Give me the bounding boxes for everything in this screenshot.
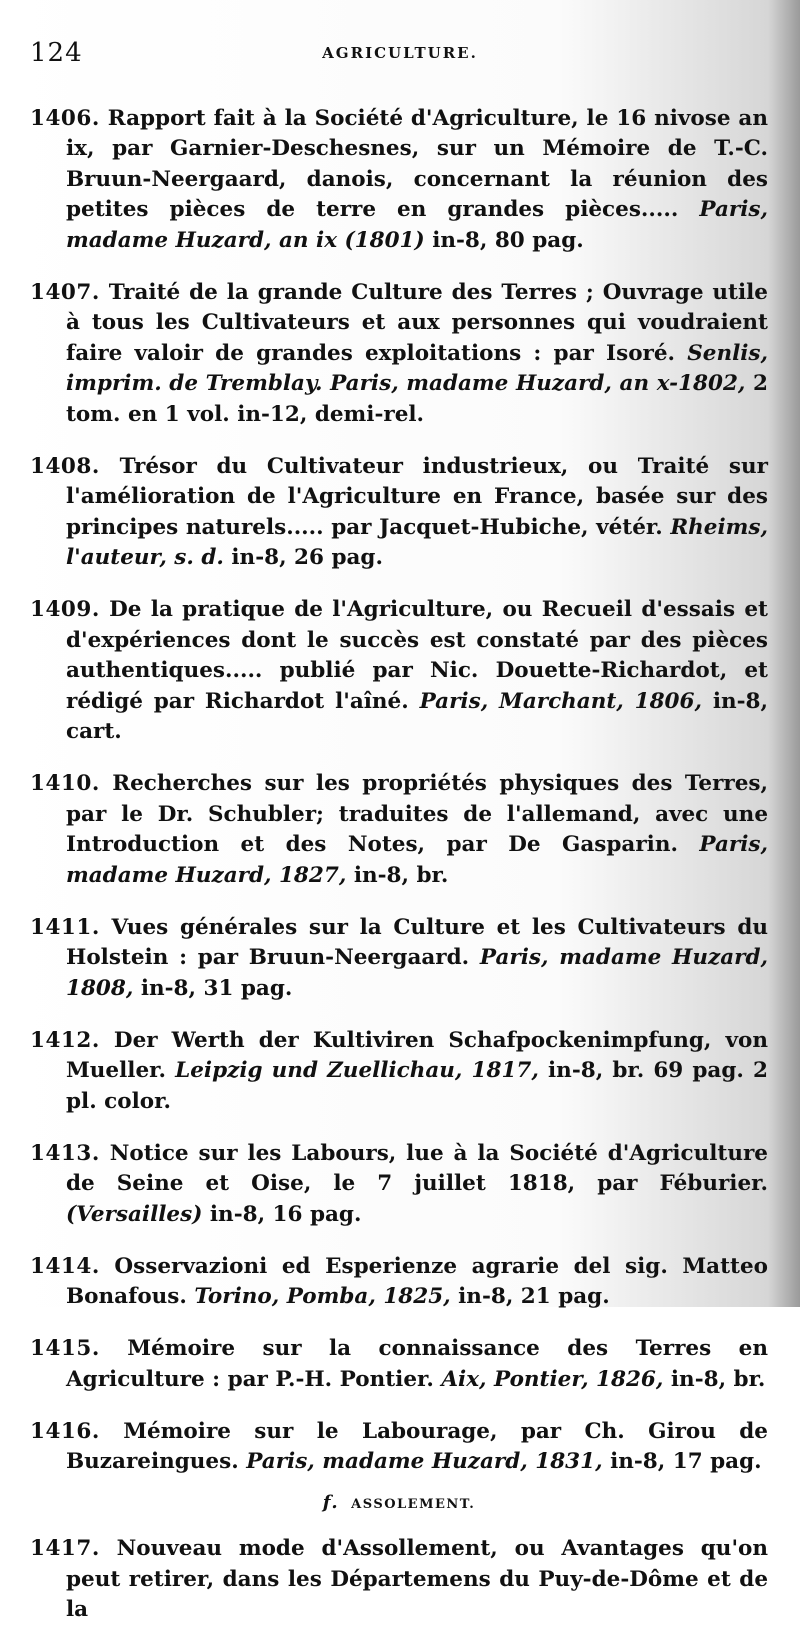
entry-number: 1416. <box>30 1418 100 1444</box>
entry-text: Notice sur les Labours, lue à la Société d'Agriculture de Seine et Oise, le 7 juillet 1818, par Féburier. <box>66 1140 768 1196</box>
entry-number: 1407. <box>30 279 100 305</box>
entry-tail: in-8, 80 pag. <box>432 227 584 253</box>
entry-number: 1408. <box>30 453 100 479</box>
entry-imprint: Paris, madame Huzard, an ix (1801) <box>66 197 768 253</box>
entry-tail: in-8, 31 pag. <box>140 975 293 1001</box>
entry-imprint: Paris, Marchant, 1806, <box>419 688 702 714</box>
section-letter: f. <box>322 1491 340 1513</box>
entry-tail: in-8, br. <box>353 862 449 888</box>
entry-imprint: Paris, madame Huzard, 1831, <box>246 1449 603 1474</box>
entry-tail: in-8, 16 pag. <box>209 1201 362 1227</box>
entry-number: 1413. <box>30 1140 100 1166</box>
entry-1413 <box>30 1139 768 1231</box>
entry-tail: in-8, br. 69 pag. 2 pl. color. <box>66 1058 768 1114</box>
entry-text: Der Werth der Kultiviren Schafpockenimpfung, von Mueller. <box>66 1027 768 1083</box>
entry-imprint: Senlis, imprim. de Tremblay. Paris, madame Huzard, an x-1802, <box>66 340 768 396</box>
entry-imprint: Rheims, l'auteur, s. d. <box>66 514 768 570</box>
entry-text: Vues générales sur la Culture et les Cultivateurs du Holstein : par Bruun-Neergaard. <box>66 914 768 970</box>
entry-1407 <box>30 278 768 431</box>
page-header <box>30 38 770 72</box>
entry-imprint: (Versailles) <box>66 1201 203 1227</box>
entry-1412 <box>30 1026 768 1118</box>
entry-imprint: Aix, Pontier, 1826, <box>441 1366 664 1392</box>
entry-text: Nouveau mode d'Assollement, ou Avantages qu'on peut retirer, dans les Départemens du Puy-de-Dôme et de la <box>66 1536 768 1622</box>
entry-imprint: Paris, madame Huzard, 1808, <box>66 945 768 1001</box>
entry-tail: 2 tom. en 1 vol. in-12, demi-rel. <box>66 371 768 427</box>
entry-text: Trésor du Cultivateur industrieux, ou Traité sur l'amélioration de l'Agriculture en France, basée sur des principes naturels..... par Jacquet-Hubiche, vétér. <box>66 453 768 540</box>
entry-1414 <box>30 1252 768 1313</box>
entry-tail: in-8, 21 pag. <box>458 1284 610 1309</box>
entry-imprint: Leipzig und Zuellichau, 1817, <box>175 1058 539 1083</box>
page-number: 124 <box>30 38 83 68</box>
entry-imprint: Paris, madame Huzard, 1827, <box>66 832 768 888</box>
entry-text: De la pratique de l'Agriculture, ou Recueil d'essais et d'expériences dont le succès est constaté par des pièces authentiques..... publié par Nic. Douette-Richardot, et rédigé par Richardot l'aîné. <box>66 597 768 714</box>
entry-text: Mémoire sur le Labourage, par Ch. Girou de Buzareingues. <box>66 1418 768 1474</box>
entry-tail: in-8, cart. <box>66 688 768 744</box>
entry-1416 <box>30 1417 768 1478</box>
entry-1409 <box>30 595 768 748</box>
entry-imprint: Torino, Pomba, 1825, <box>194 1284 451 1309</box>
entry-number: 1417. <box>30 1536 100 1561</box>
entry-number: 1414. <box>30 1253 100 1279</box>
entry-number: 1406. <box>30 105 100 131</box>
entry-1410 <box>30 769 768 891</box>
bibliography-list <box>30 82 768 1633</box>
entry-text: Osservazioni ed Esperienze agrarie del sig. Matteo Bonafous. <box>66 1253 768 1309</box>
running-head: AGRICULTURE. <box>322 44 478 62</box>
entry-text: Recherches sur les propriétés physiques des Terres, par le Dr. Schubler; traduites de l'allemand, avec une Introduction et des Notes, par De Gasparin. <box>66 771 768 857</box>
entry-1408 <box>30 452 768 574</box>
entry-1417 <box>30 1534 768 1626</box>
entry-1415 <box>30 1334 768 1395</box>
entry-number: 1410. <box>30 771 100 796</box>
entry-1411 <box>30 913 768 1005</box>
section-heading <box>30 1492 768 1513</box>
entry-tail: in-8, br. <box>670 1366 766 1392</box>
entry-tail: in-8, 17 pag. <box>610 1449 762 1474</box>
entry-number: 1411. <box>30 914 100 940</box>
entry-1406 <box>30 104 768 257</box>
entry-number: 1409. <box>30 597 100 622</box>
entry-text: Mémoire sur la connaissance des Terres en Agriculture : par P.-H. Pontier. <box>66 1336 768 1392</box>
entry-number: 1415. <box>30 1336 100 1361</box>
entry-text: Traité de la grande Culture des Terres ; Ouvrage utile à tous les Cultivateurs et aux personnes qui voudraient faire valoir de grandes exploitations : par Isoré. <box>66 279 768 366</box>
entry-text: Rapport fait à la Société d'Agriculture, le 16 nivose an ix, par Garnier-Deschesnes, sur un Mémoire de T.-C. Bruun-Neergaard, danois, concernant la réunion des petites pièces de terre en grandes pièces..... <box>66 105 768 222</box>
entry-tail: in-8, 26 pag. <box>231 545 383 570</box>
entry-number: 1412. <box>30 1027 100 1053</box>
section-title: ASSOLEMENT. <box>351 1496 476 1512</box>
